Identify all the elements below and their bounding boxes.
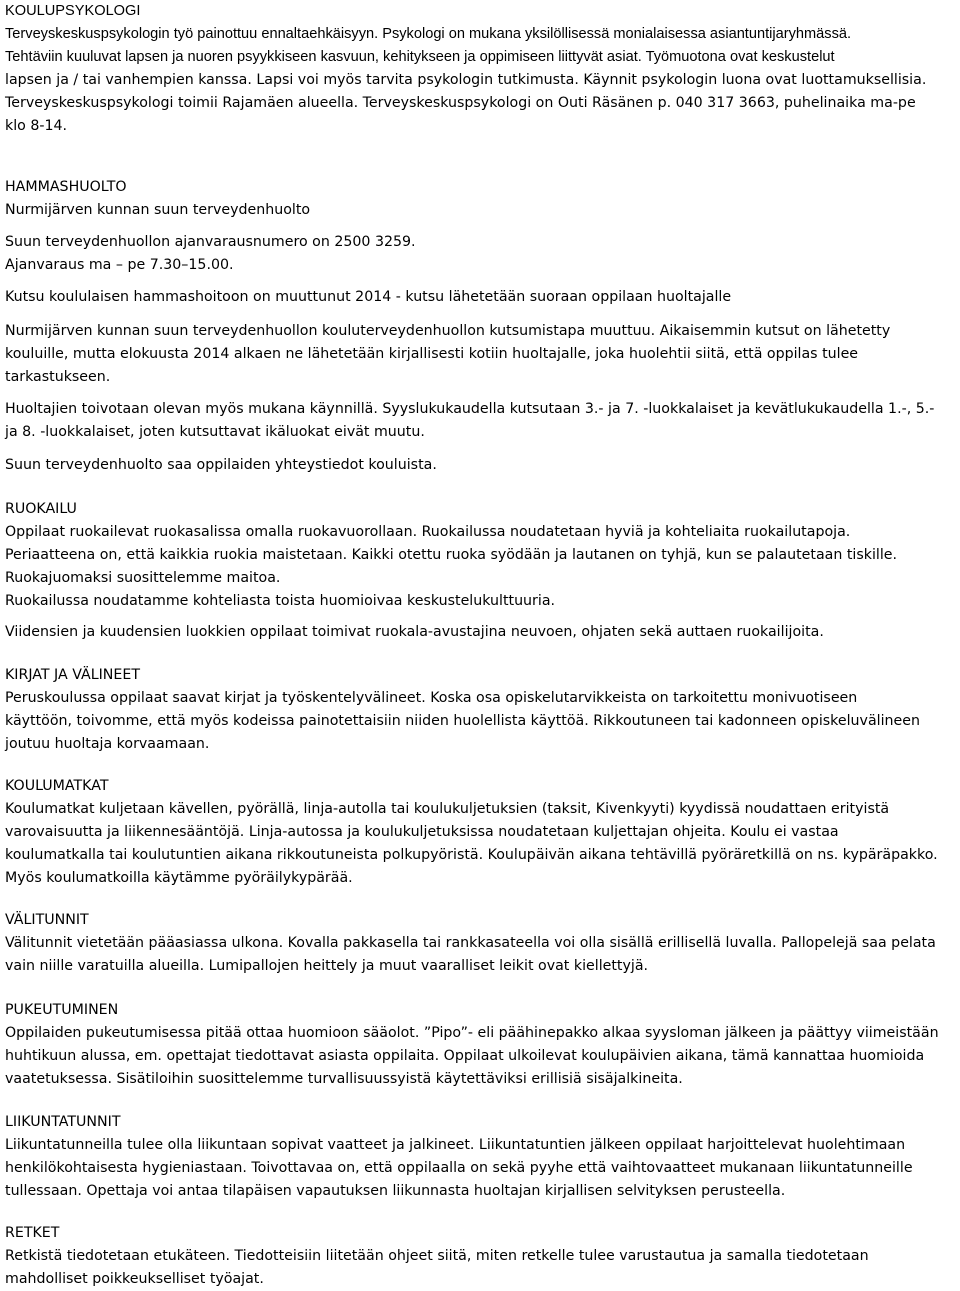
booking-hours: Ajanvaraus ma – pe 7.30–15.00. xyxy=(5,257,234,273)
paragraph-line: joutuu huoltaja korvaamaan. xyxy=(5,736,210,752)
paragraph-line: klo 8-14. xyxy=(5,118,68,134)
section-heading: KOULUPSYKOLOGI xyxy=(5,3,141,19)
paragraph-line: henkilökohtaisesta hygieniastaan. Toivottavaa on, että oppilaalla on sekä pyyhe että vaihtovaatteet mukanaan liikuntatunneille xyxy=(5,1160,913,1176)
paragraph-line: käyttöön, toivomme, että myös kodeissa painotettaisiin niiden huolellista käyttöä. Rikkoutuneen tai kadonneen opiskeluvälineen xyxy=(5,713,920,729)
paragraph-line: kouluille, mutta elokuusta 2014 alkaen ne lähetetään kirjallisesti kotiin huoltajalle, joka huolehtii siitä, että oppilas tulee xyxy=(5,346,859,362)
paragraph-line: vain niille varatuilla alueilla. Lumipallojen heittely ja muut vaaralliset leikit ovat kiellettyjä. xyxy=(5,958,649,974)
section-hammashuolto xyxy=(5,176,957,222)
paragraph-line: Koulumatkat kuljetaan kävellen, pyörällä, linja-autolla tai koulukuljetuksien (taksit, Kivenkyyti) kyydissä noudattaen erityistä xyxy=(5,801,890,817)
section-heading: HAMMASHUOLTO xyxy=(5,179,127,195)
paragraph-line: tullessaan. Opettaja voi antaa tilapäisen vapautuksen liikunnasta huoltajan kirjallisen selvityksen perusteella. xyxy=(5,1183,786,1199)
section-heading: VÄLITUNNIT xyxy=(5,912,89,928)
paragraph-line: Kutsu koululaisen hammashoitoon on muuttunut 2014 - kutsu lähetetään suoraan oppilaan huoltajalle xyxy=(5,289,732,305)
paragraph-line: Ruokajuomaksi suosittelemme maitoa. xyxy=(5,570,281,586)
section-heading: KIRJAT JA VÄLINEET xyxy=(5,667,141,683)
paragraph-line: Ruokailussa noudatamme kohteliasta toista huomioivaa keskustelukulttuuria. xyxy=(5,593,556,609)
guardians-info xyxy=(5,398,957,444)
section-heading: LIIKUNTATUNNIT xyxy=(5,1114,121,1130)
section-kirjat xyxy=(5,664,957,756)
paragraph-line: Peruskoulussa oppilaat saavat kirjat ja työskentelyvälineet. Koska osa opiskelutarvikkeista on tarkoitettu monivuotiseen xyxy=(5,690,858,706)
paragraph-line: lapsen ja / tai vanhempien kanssa. Lapsi voi myös tarvita psykologin tutkimusta. Käynnit psykologin luona ovat luottamuksellisia. xyxy=(5,72,927,88)
booking-phone: Suun terveydenhuollon ajanvarausnumero on 2500 3259. xyxy=(5,234,416,250)
paragraph-line: Välitunnit vietetään pääasiassa ulkona. Kovalla pakkasella tai rankkasateella voi olla sisällä erillisellä luvalla. Pallopelejä saa pelata xyxy=(5,935,936,951)
section-ruokailu xyxy=(5,498,957,613)
section-valitunnit xyxy=(5,909,957,978)
section-pukeutuminen xyxy=(5,999,957,1091)
section-heading: PUKEUTUMINEN xyxy=(5,1002,119,1018)
paragraph-line: Suun terveydenhuolto saa oppilaiden yhteystiedot kouluista. xyxy=(5,457,437,473)
section-koulumatkat xyxy=(5,775,957,890)
paragraph-line: Oppilaiden pukeutumisessa pitää ottaa huomioon sääolot. ”Pipo”- eli päähinepakko alkaa syysloman jälkeen ja päättyy viimeistään xyxy=(5,1025,939,1041)
section-heading: RUOKAILU xyxy=(5,501,77,517)
section-retket xyxy=(5,1222,957,1291)
paragraph-line: Periaatteena on, että kaikkia ruokia maistetaan. Kaikki otettu ruoka syödään ja lautanen on tyhjä, kun se palautetaan tiskille. xyxy=(5,547,898,563)
paragraph-line: Nurmijärven kunnan suun terveydenhuollon kouluterveydenhuollon kutsumistapa muuttuu. Aikaisemmin kutsut on lähetetty xyxy=(5,323,891,339)
paragraph-line: ja 8. -luokkalaiset, joten kutsuttavat ikäluokat eivät muutu. xyxy=(5,424,425,440)
paragraph-line: Tehtäviin kuuluvat lapsen ja nuoren psyykkiseen kasvuun, kehitykseen ja oppimiseen liittyvät asiat. Työmuotona ovat keskustelut xyxy=(5,49,835,65)
paragraph-line: Huoltajien toivotaan olevan myös mukana käynnillä. Syyslukukaudella kutsutaan 3.- ja 7. -luokkalaiset ja kevätlukukaudella 1.-, 5.- xyxy=(5,401,935,417)
paragraph-line: Retkistä tiedotetaan etukäteen. Tiedotteisiin liitetään ohjeet siitä, miten retkelle tulee varustautua ja samalla tiedotetaan xyxy=(5,1248,869,1264)
booking-info xyxy=(5,231,957,277)
paragraph-line: vaatetuksessa. Sisätiloihin suosittelemme turvallisuussyistä käytettäviksi erillisiä sisäjalkineita. xyxy=(5,1071,683,1087)
invitation-change xyxy=(5,286,957,309)
section-liikuntatunnit xyxy=(5,1111,957,1203)
lunch-helpers xyxy=(5,621,957,644)
paragraph-line: Myös koulumatkoilla käytämme pyöräilykypärää. xyxy=(5,870,353,886)
invitation-practice xyxy=(5,320,957,389)
paragraph-line: mahdolliset poikkeukselliset työajat. xyxy=(5,1271,264,1287)
paragraph-line: Oppilaat ruokailevat ruokasalissa omalla ruokavuorollaan. Ruokailussa noudatetaan hyviä ja kohteliaita ruokailutapoja. xyxy=(5,524,851,540)
paragraph-line: Liikuntatunneilla tulee olla liikuntaan sopivat vaatteet ja jalkineet. Liikuntatuntien jälkeen oppilaat harjoittelevat huolehtimaan xyxy=(5,1137,906,1153)
section-koulupsykologi xyxy=(5,0,957,138)
paragraph-line: varovaisuutta ja liikennesääntöjä. Linja-autossa ja koulukuljetuksissa noudatetaan kuljettajan ohjeita. Koulu ei vastaa xyxy=(5,824,839,840)
paragraph-line: Terveyskeskuspsykologi toimii Rajamäen alueella. Terveyskeskuspsykologi on Outi Räsänen p. 040 317 3663, puhelinaika ma-pe xyxy=(5,95,916,111)
paragraph-line: koulumatkalla tai koulutuntien aikana rikkoutuneista polkupyöristä. Koulupäivän aikana tehtävillä pyöräretkillä on ns. kypäräpakko. xyxy=(5,847,938,863)
paragraph-line: Viidensien ja kuudensien luokkien oppilaat toimivat ruokala-avustajina neuvoen, ohjaten sekä auttaen ruokailijoita. xyxy=(5,624,824,640)
section-subheading: Nurmijärven kunnan suun terveydenhuolto xyxy=(5,202,311,218)
paragraph-line: tarkastukseen. xyxy=(5,369,111,385)
paragraph-line: huhtikuun alussa, em. opettajat tiedottavat asiasta oppilaita. Oppilaat ulkoilevat koulupäivien aikana, tämä kannattaa huomioida xyxy=(5,1048,925,1064)
section-heading: RETKET xyxy=(5,1225,60,1241)
section-heading: KOULUMATKAT xyxy=(5,778,109,794)
contact-info xyxy=(5,454,957,477)
paragraph-line: Terveyskeskuspsykologin työ painottuu ennaltaehkäisyyn. Psykologi on mukana yksilöllisessä monialaisessa asiantuntijaryhmässä. xyxy=(5,26,852,42)
